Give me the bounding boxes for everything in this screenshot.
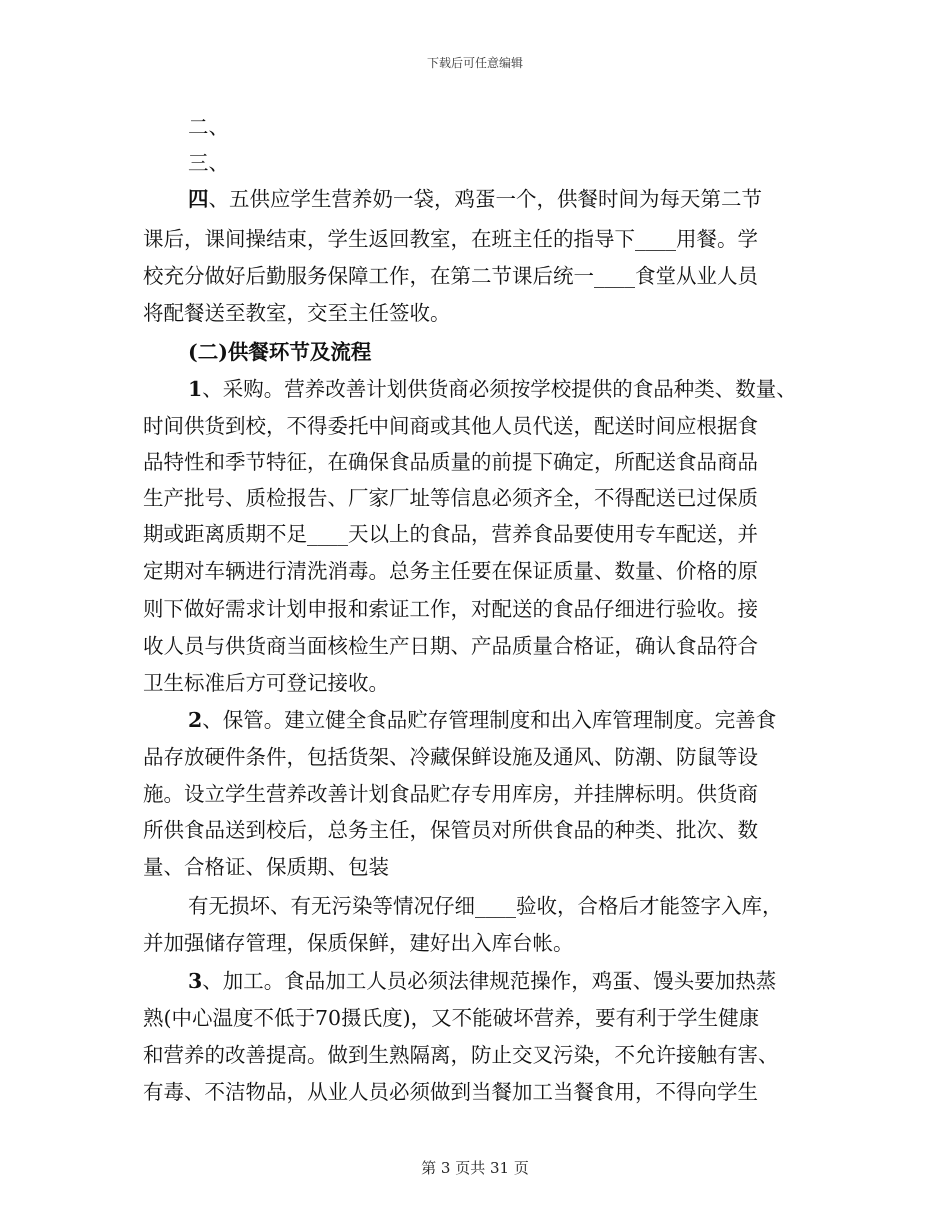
page-footer: 第 3 页共 31 页 (421, 1159, 529, 1177)
section-number: 四 (188, 187, 209, 211)
item-number: 2 (188, 708, 203, 732)
text-line: 品特性和季节特征，在确保食品质量的前提下确定，所配送食品商品 (143, 450, 758, 474)
text-line: 四、五供应学生营养奶一袋，鸡蛋一个，供餐时间为每天第二节 (188, 187, 762, 211)
page-header: 下载后可任意编辑 (426, 56, 523, 70)
text-line: 品存放硬件条件，包括货架、冷藏保鲜设施及通风、防潮、防鼠等设 (143, 745, 758, 769)
text-line: 并加强储存管理，保质保鲜，建好出入库台帐。 (143, 931, 574, 955)
text-line: 3、加工。食品加工人员必须法律规范操作，鸡蛋、馒头要加热蒸 (188, 969, 777, 993)
text-line: 生产批号、质检报告、厂家厂址等信息必须齐全，不得配送已过保质 (143, 486, 758, 510)
item-number: 3 (188, 969, 203, 993)
item-number: 1 (188, 377, 203, 401)
text-line: 和营养的改善提高。做到生熟隔离，防止交叉污染，不允许接触有害、 (143, 1043, 779, 1067)
text-line: 期或距离质期不足____天以上的食品，营养食品要使用专车配送，并 (143, 522, 758, 546)
text-line: 有无损坏、有无污染等情况仔细____验收，合格后才能签字入库， (188, 894, 783, 918)
text-line: 课后，课间操结束，学生返回教室，在班主任的指导下____用餐。学 (143, 227, 758, 251)
section-heading: (二)供餐环节及流程 (188, 340, 372, 364)
text-line: 卫生标准后方可登记接收。 (143, 671, 389, 695)
text-line: 将配餐送至教室，交至主任签收。 (143, 301, 451, 325)
text-line: 熟(中心温度不低于70摄氏度)，又不能破坏营养，要有利于学生健康 (143, 1006, 760, 1030)
text-line: 2、保管。建立健全食品贮存管理制度和出入库管理制度。完善食 (188, 708, 777, 732)
text-line: 1、采购。营养改善计划供货商必须按学校提供的食品种类、数量、 (188, 377, 797, 401)
text-line: 则下做好需求计划申报和索证工作，对配送的食品仔细进行验收。接 (143, 597, 758, 621)
text-line: 定期对车辆进行清洗消毒。总务主任要在保证质量、数量、价格的原 (143, 559, 758, 583)
text-line: 施。设立学生营养改善计划食品贮存专用库房，并挂牌标明。供货商 (143, 782, 758, 806)
text-line: 量、合格证、保质期、包装 (143, 855, 389, 879)
text-line: 三、 (188, 151, 229, 175)
text-line: 有毒、不洁物品，从业人员必须做到当餐加工当餐食用，不得向学生 (143, 1080, 758, 1104)
text-line: 时间供货到校，不得委托中间商或其他人员代送，配送时间应根据食 (143, 414, 758, 438)
text-line: 收人员与供货商当面核检生产日期、产品质量合格证，确认食品符合 (143, 634, 758, 658)
text-line: 二、 (188, 115, 229, 139)
text-line: 校充分做好后勤服务保障工作，在第二节课后统一____食堂从业人员 (143, 264, 758, 288)
text-line: 所供食品送到校后，总务主任，保管员对所供食品的种类、批次、数 (143, 818, 758, 842)
